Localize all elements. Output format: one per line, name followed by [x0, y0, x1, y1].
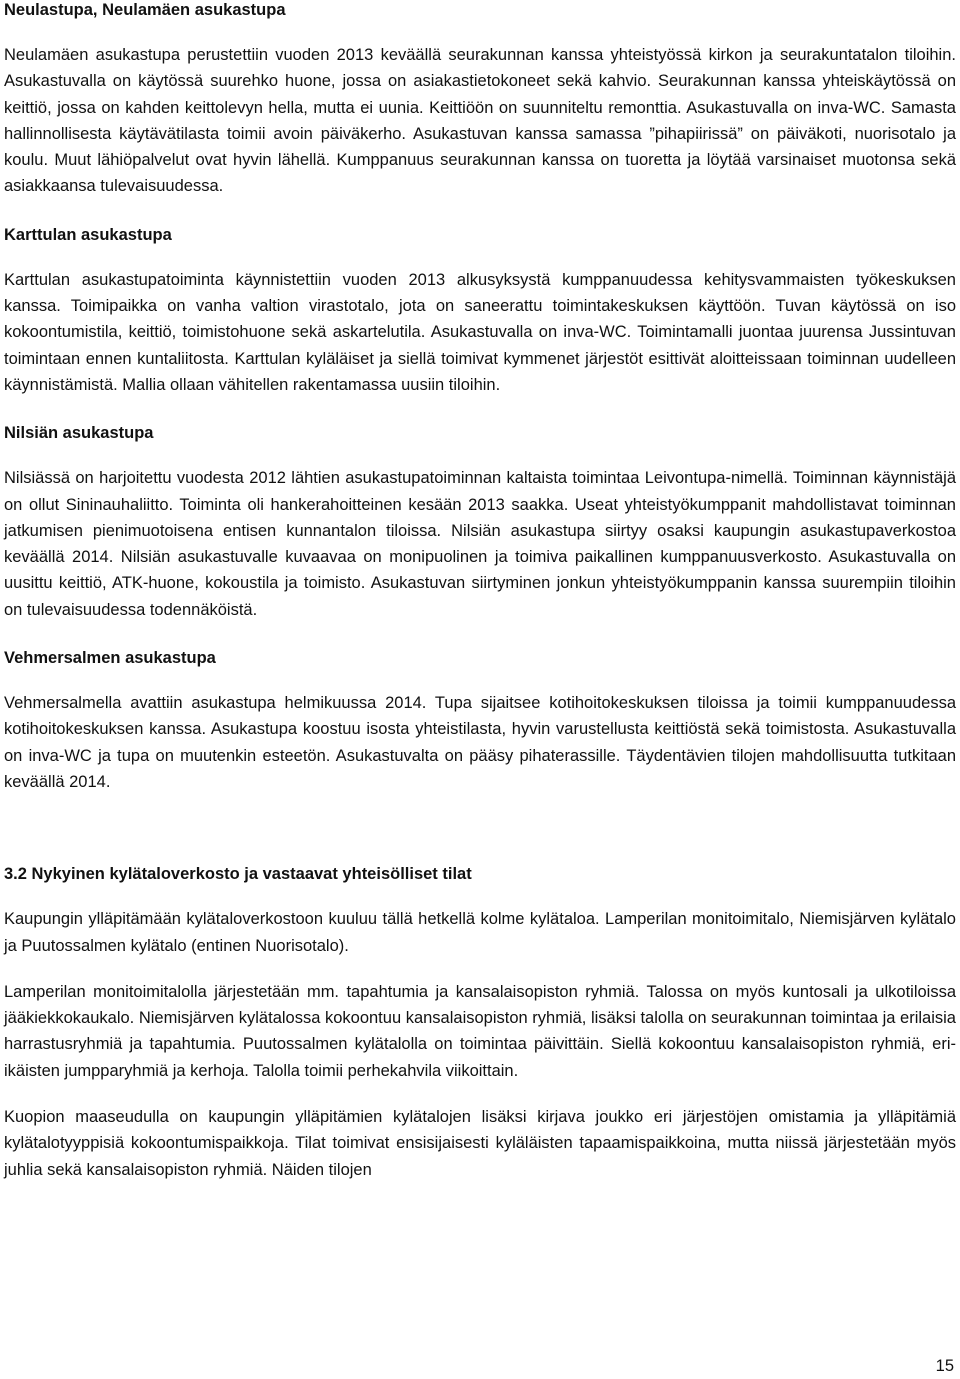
- page-number: 15: [935, 1357, 954, 1375]
- paragraph-nilsia: Nilsiässä on harjoitettu vuodesta 2012 lähtien asukastupatoiminnan kaltaista toimintaa Leivontupa-nimellä. Toiminnan käynnistäjä on ollut Sininauhaliitto. Toiminta oli hankerahoitteinen kesään 2013 saakka. Useat yhteistyökumppanit mahdollistavat toiminnan jatkumisen pienimuotoisena entisen kunnantalon tiloissa. Nilsiän asukastupa siirtyy osaksi kaupungin asukastupaverkostoa keväällä 2014. Nilsiän asukastuvalle kuvaavaa on monipuolinen ja toimiva paikallinen kumppanuusverkosto. Asukastuvalla on uusittu keittiö, ATK-huone, kokoustila ja toimisto. Asukastuvan siirtyminen jonkun yhteistyökumppanin kanssa suurempiin tiloihin on tulevaisuudessa todennäköistä.: [4, 469, 956, 619]
- section-heading-neulastupa: Neulastupa, Neulamäen asukastupa: [4, 1, 286, 19]
- section-heading-vehmersalmi: Vehmersalmen asukastupa: [4, 649, 216, 668]
- document-page: [4, 0, 956, 1183]
- paragraph-kylataloverkosto-3: Kuopion maaseudulla on kaupungin ylläpitämien kylätalojen lisäksi kirjava joukko eri järjestöjen omistamia ja ylläpitämiä kylätalotyyppisiä kokoontumispaikkoja. Tilat toimivat ensisijaisesti kyläläisten tapaamispaikkoina, mutta niissä järjestetään myös juhlia sekä kansalaisopiston ryhmiä. Näiden tilojen: [4, 1108, 956, 1179]
- paragraph-kylataloverkosto-1: Kaupungin ylläpitämään kylätaloverkostoon kuuluu tällä hetkellä kolme kylätaloa. Lamperilan monitoimitalo, Niemisjärven kylätalo ja Puutossalmen kylätalo (entinen Nuorisotalo).: [4, 910, 956, 955]
- section-heading-karttula: Karttulan asukastupa: [4, 225, 172, 244]
- section-heading-nilsia: Nilsiän asukastupa: [4, 424, 154, 443]
- paragraph-karttula: Karttulan asukastupatoiminta käynnistettiin vuoden 2013 alkusyksystä kumppanuudessa kehitysvammaisten työkeskuksen kanssa. Toimipaikka on vanha valtion virastotalo, jota on saneerattu toimintakeskuksen käyttöön. Tuvan käytössä on iso kokoontumistila, keittiö, toimistohuone sekä askartelutila. Asukastuvalla on inva-WC. Toimintamalli juontaa juurensa Jussintuvan toimintaan ennen kuntaliitosta. Karttulan kyläläiset ja siellä toimivat kymmenet järjestöt esittivät aloitteissaan toiminnan uudelleen käynnistämistä. Mallia ollaan vähitellen rakentamassa uusiin tiloihin.: [4, 270, 956, 394]
- section-heading-kylataloverkosto: 3.2 Nykyinen kylätaloverkosto ja vastaavat yhteisölliset tilat: [4, 865, 472, 884]
- paragraph-neulastupa: Neulamäen asukastupa perustettiin vuoden 2013 keväällä seurakunnan kanssa yhteistyössä kirkon ja seurakuntatalon tiloihin. Asukastuvalla on käytössä suurehko huone, jossa on asiakastietokoneet sekä kahvio. Seurakunnan kanssa yhteiskäytössä on keittiö, jossa on kahden keittolevyn hella, mutta ei uunia. Keittiöön on suunniteltu remonttia. Asukastuvalla on inva-WC. Samasta hallinnollisesta käytävätilasta toimii avoin päiväkerho. Asukastuvan kanssa samassa ”pihapiirissä” on päiväkoti, nuorisotalo ja koulu. Muut lähiöpalvelut ovat hyvin lähellä. Kumppanuus seurakunnan kanssa on tuoretta ja löytää varsinaiset muotonsa sekä asiakkaansa tulevaisuudessa.: [4, 46, 956, 196]
- paragraph-kylataloverkosto-2: Lamperilan monitoimitalolla järjestetään mm. tapahtumia ja kansalaisopiston ryhmiä. Talossa on myös kuntosali ja ulkotiloissa jääkiekkokaukalo. Niemisjärven kylätalossa kokoontuu kansalaisopiston ryhmiä, lisäksi talolla on seurakunnan toimintaa ja erilaisia harrastusryhmiä ja tapahtumia. Puutossalmen kylätalolla on toimintaa päivittäin. Siellä kokoontuu kansalaisopiston ryhmiä, eri-ikäisten jumpparyhmiä ja kerhoja. Talolla toimii perhekahvila viikoittain.: [4, 982, 956, 1080]
- paragraph-vehmersalmi: Vehmersalmella avattiin asukastupa helmikuussa 2014. Tupa sijaitsee kotihoitokeskuksen tiloissa ja toimii kumppanuudessa kotihoitokeskuksen kanssa. Asukastupa koostuu isosta yhteistilasta, hyvin varustellusta keittiöstä sekä toimistosta. Asukastuvalla on inva-WC ja tupa on muutenkin esteetön. Asukastuvalta on pääsy pihaterassille. Täydentävien tilojen mahdollisuutta tutkitaan keväällä 2014.: [4, 694, 956, 791]
